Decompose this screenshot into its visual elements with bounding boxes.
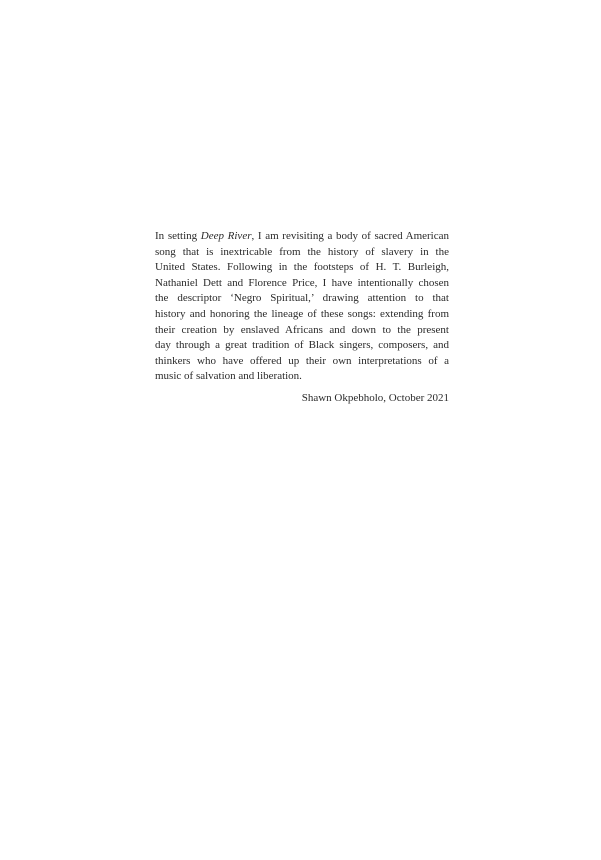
paragraph-line-8: day through a great tradition of Black singers, composers, and	[155, 339, 449, 352]
paragraph-line-9: thinkers who have offered up their own interpretations of a	[155, 354, 449, 367]
paragraph-line-7: their creation by enslaved Africans and down to the present	[155, 323, 449, 336]
paragraph-line-6: history and honoring the lineage of these songs: extending from	[155, 307, 449, 320]
paragraph-line-2: song that is inextricable from the history of slavery in the	[155, 245, 449, 258]
paragraph-line-3: United States. Following in the footsteps of H. T. Burleigh,	[155, 261, 449, 274]
line-1-suffix: , I am revisiting a body of sacred American	[251, 230, 449, 242]
program-note-paragraph	[155, 229, 449, 385]
paragraph-line-4: Nathaniel Dett and Florence Price, I have intentionally chosen	[155, 276, 449, 289]
work-title-deep-river: Deep River	[200, 230, 252, 242]
paragraph-line-10: music of salvation and liberation.	[155, 370, 302, 383]
paragraph-line-1	[155, 229, 449, 245]
author-signature: Shawn Okpebholo, October 2021	[301, 391, 449, 404]
paragraph-line-5: the descriptor ‘Negro Spiritual,’ drawing attention to that	[155, 292, 449, 305]
program-note	[155, 229, 449, 407]
line-1-prefix: In setting	[155, 230, 201, 242]
